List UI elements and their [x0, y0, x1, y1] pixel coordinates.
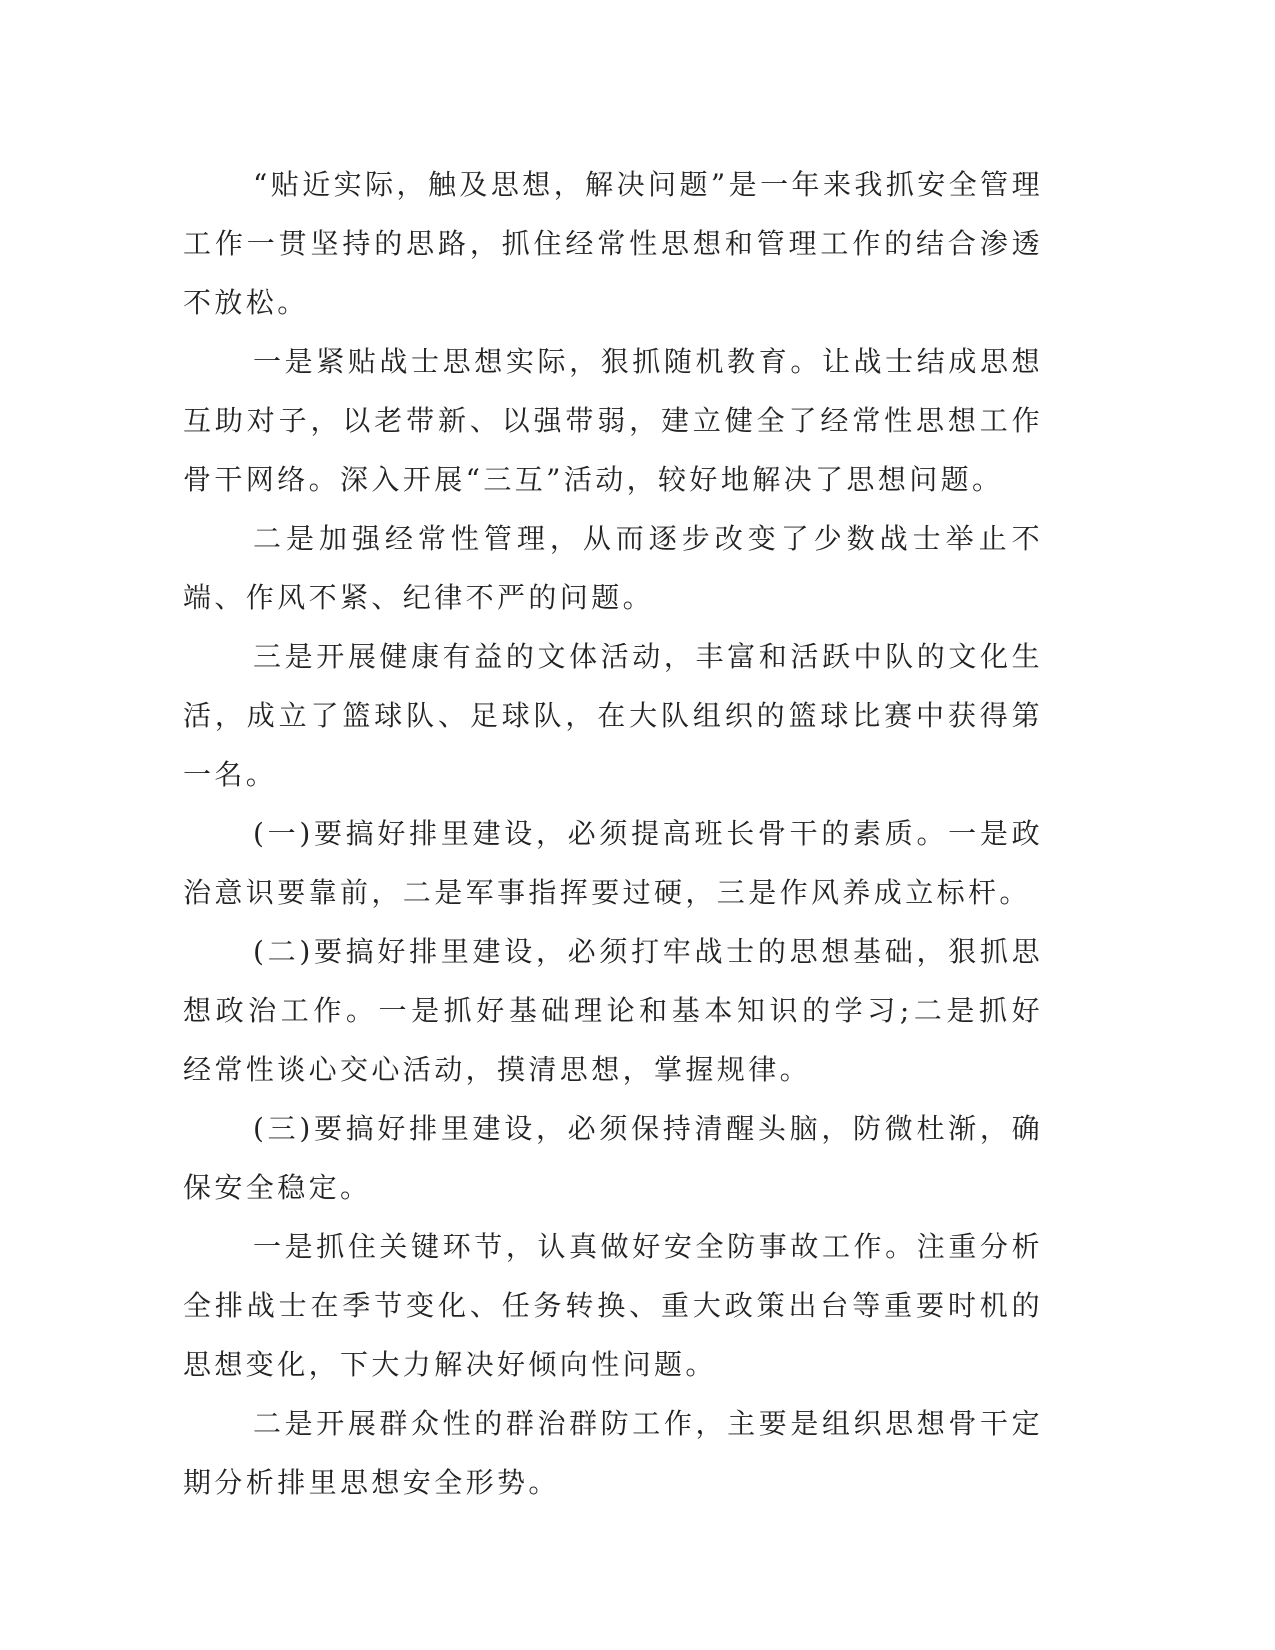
paragraph-9: 二是开展群众性的群治群防工作，主要是组织思想骨干定期分析排里思想安全形势。 — [183, 1407, 1043, 1499]
paragraph-6: (二)要搞好排里建设，必须打牢战士的思想基础，狠抓思想政治工作。一是抓好基础理论和基本知识的学习;二是抓好经常性谈心交心活动，摸清思想，掌握规律。 — [183, 935, 1043, 1086]
paragraph-4: 三是开展健康有益的文体活动，丰富和活跃中队的文化生活，成立了篮球队、足球队，在大队组织的篮球比赛中获得第一名。 — [183, 640, 1043, 791]
paragraph-1: “贴近实际，触及思想，解决问题”是一年来我抓安全管理工作一贯坚持的思路，抓住经常性思想和管理工作的结合渗透不放松。 — [183, 168, 1043, 319]
paragraph-2: 一是紧贴战士思想实际，狠抓随机教育。让战士结成思想互助对子，以老带新、以强带弱，建立健全了经常性思想工作骨干网络。深入开展“三互”活动，较好地解决了思想问题。 — [183, 345, 1043, 496]
paragraph-3: 二是加强经常性管理，从而逐步改变了少数战士举止不端、作风不紧、纪律不严的问题。 — [183, 522, 1043, 614]
paragraph-5: (一)要搞好排里建设，必须提高班长骨干的素质。一是政治意识要靠前，二是军事指挥要过硬，三是作风养成立标杆。 — [183, 817, 1043, 909]
paragraph-7: (三)要搞好排里建设，必须保持清醒头脑，防微杜渐，确保安全稳定。 — [183, 1112, 1043, 1204]
paragraph-8: 一是抓住关键环节，认真做好安全防事故工作。注重分析全排战士在季节变化、任务转换、重大政策出台等重要时机的思想变化，下大力解决好倾向性问题。 — [183, 1230, 1043, 1381]
document-body — [183, 155, 1043, 1512]
